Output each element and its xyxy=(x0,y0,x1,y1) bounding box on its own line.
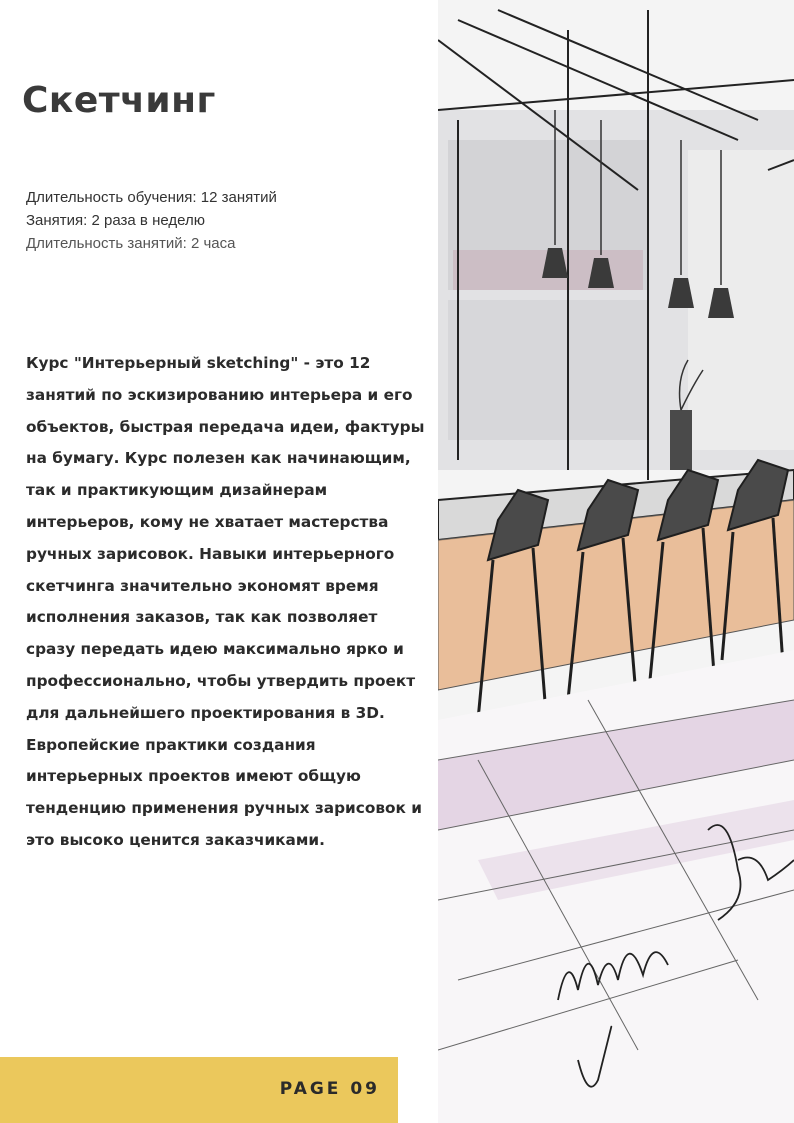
interior-sketch-image xyxy=(438,0,794,1123)
course-details xyxy=(26,186,426,255)
page-number: PAGE 09 xyxy=(279,1079,380,1099)
course-description: Курс "Интерьерный sketching" - это 12 занятий по эскизированию интерьера и его объектов, быстрая передача идеи, фактуры на бумагу. Курс полезен как начинающим, так и практикующим дизайнерам интерьеров, кому не хватает мастерства ручных зарисовок. Навыки интерьерного скетчинга значительно экономят время исполнения заказов, так как позволяет сразу передать идею максимально ярко и профессионально, чтобы утвердить проект для дальнейшего проектирования в 3D. Европейские практики создания интерьерных проектов имеют общую тенденцию применения ручных зарисовок и это высоко ценится заказчиками. xyxy=(26,354,425,849)
lesson-frequency: Занятия: 2 раза в неделю xyxy=(26,212,205,229)
course-duration: Длительность обучения: 12 занятий xyxy=(26,189,277,206)
page-title: Скетчинг xyxy=(22,80,216,121)
lesson-length: Длительность занятий: 2 часа xyxy=(26,235,236,252)
footer-bar xyxy=(0,1057,398,1123)
